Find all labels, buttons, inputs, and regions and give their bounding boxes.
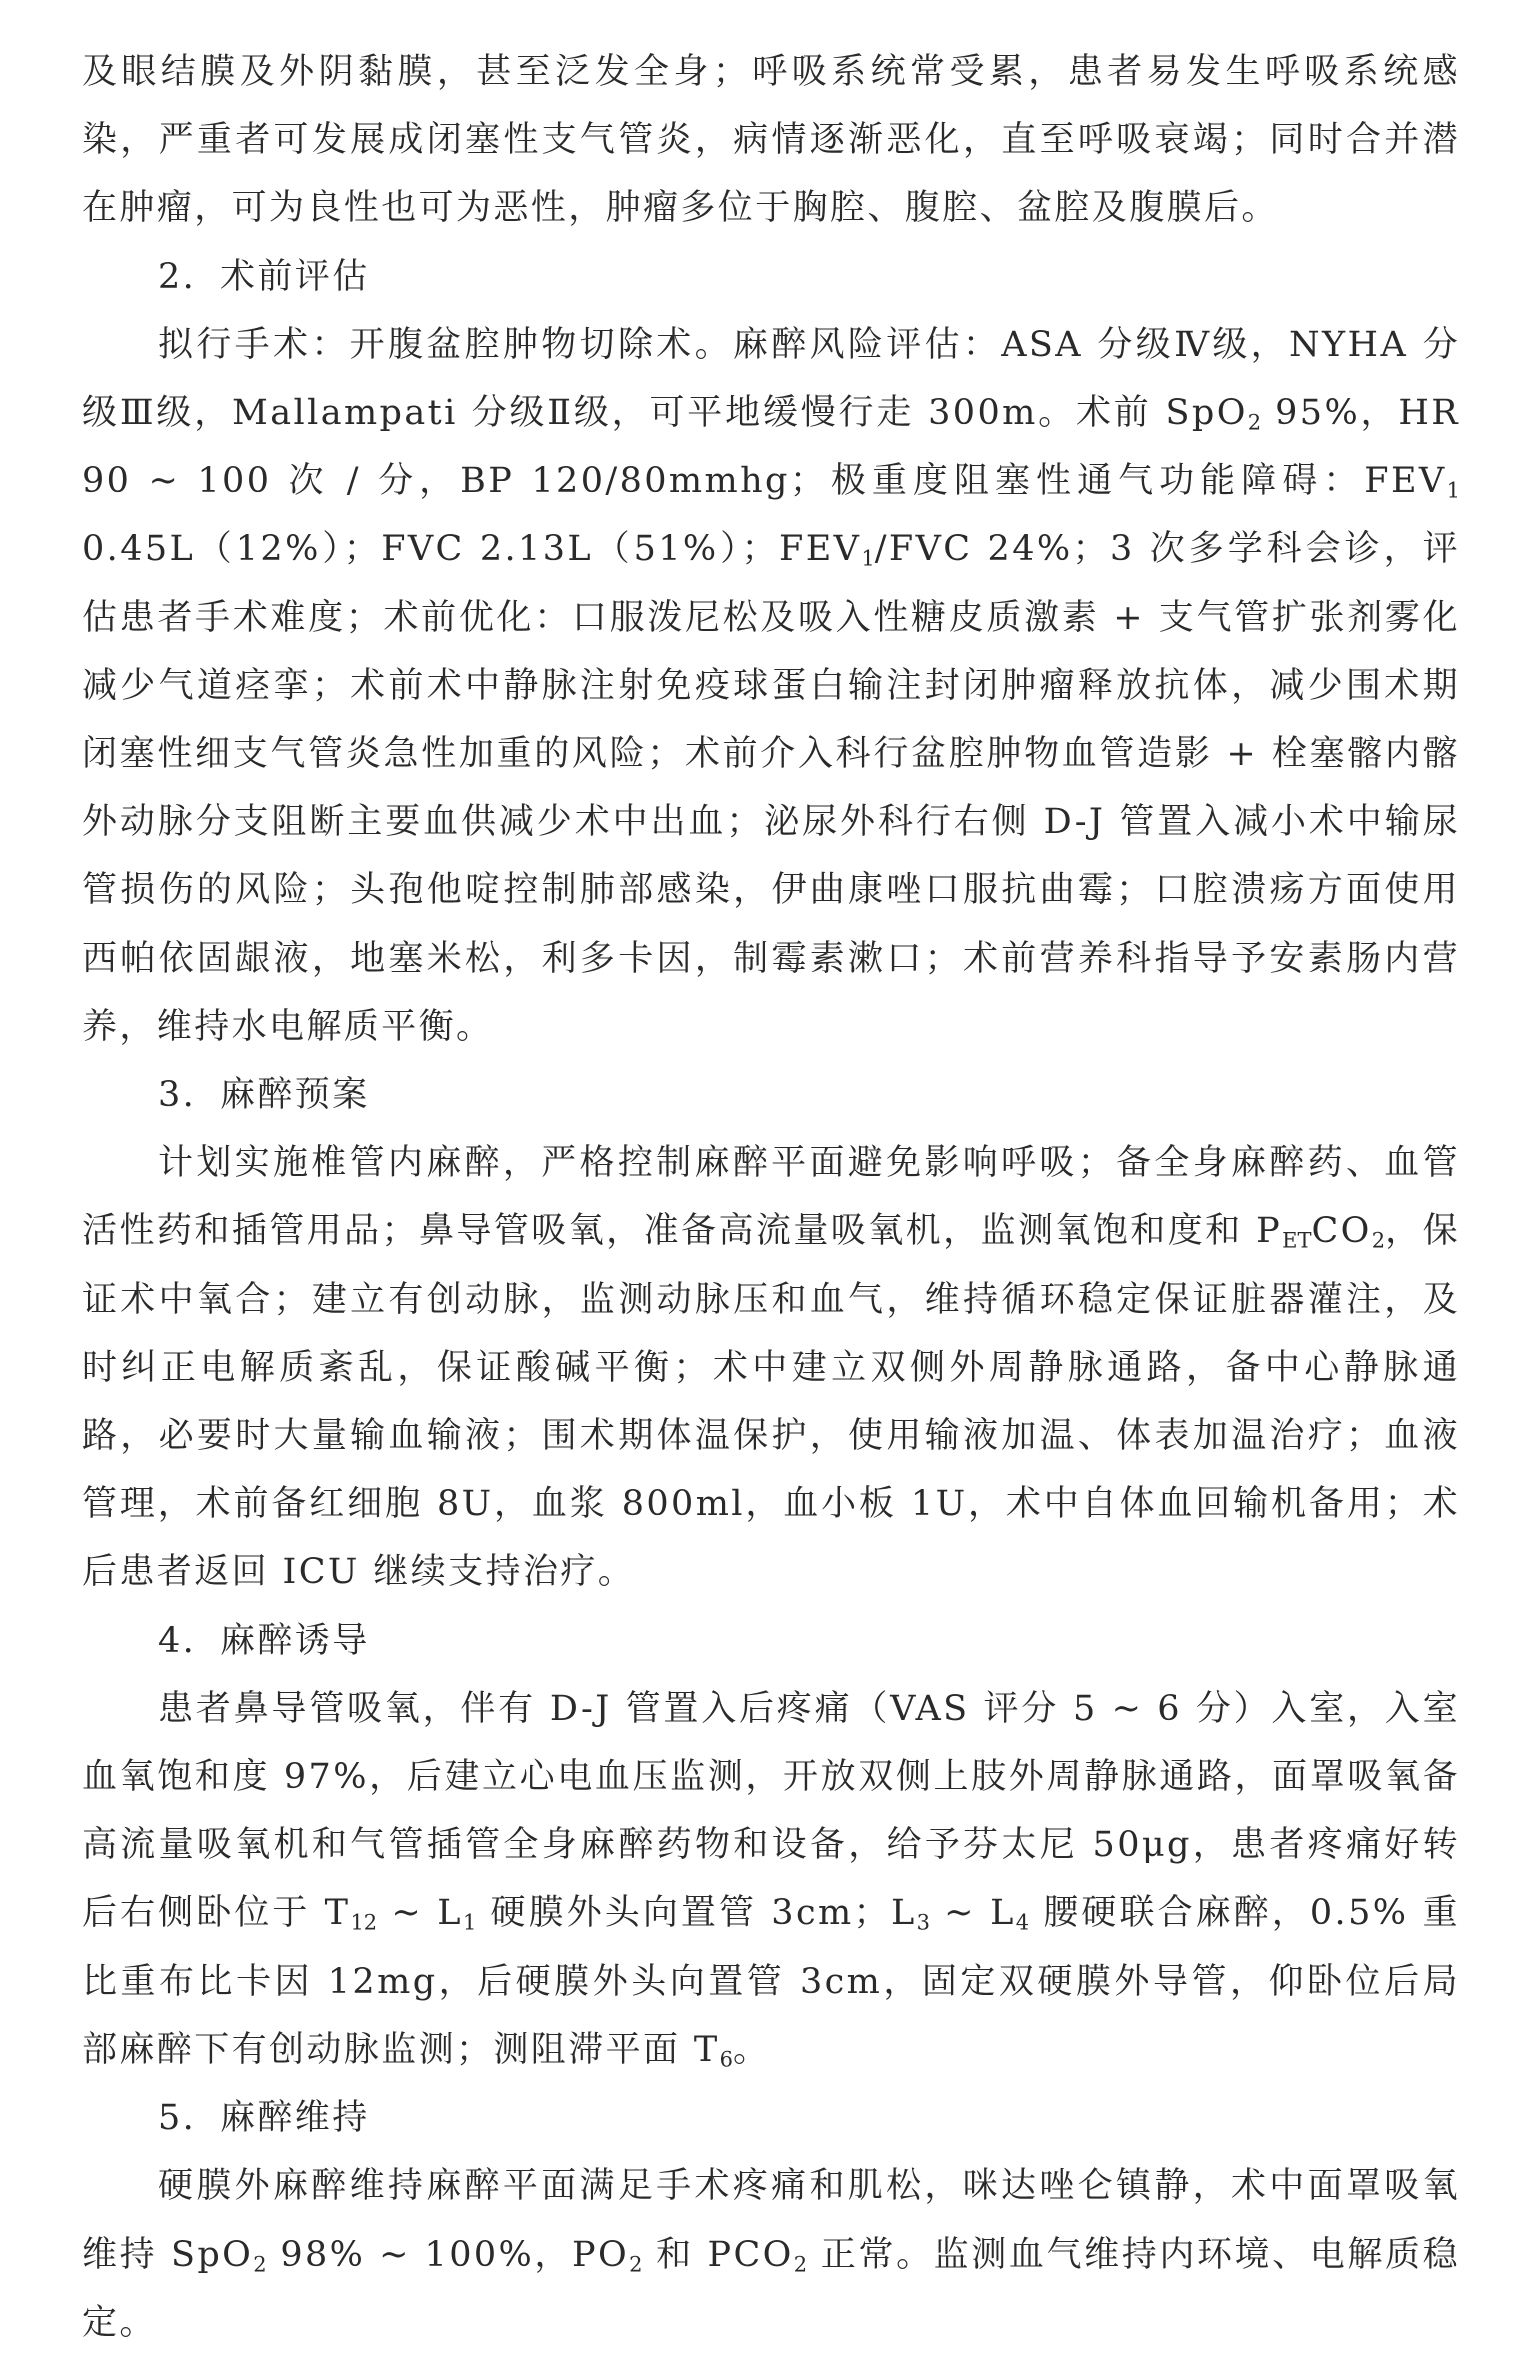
section-title: 麻醉预案	[220, 1075, 370, 1116]
section-heading-maintenance	[82, 2084, 1460, 2152]
paragraph-preop-assessment: 拟行手术：开腹盆腔肿物切除术。麻醉风险评估：ASA 分级Ⅳ级，NYHA 分级Ⅲ级，Mallampati 分级Ⅱ级，可平地缓慢行走 300m。术前 SpO$_2$ 95%，HR 90 ~ 100 次 / 分，BP 120/80mmhg；极重度阻塞性通气功能障碍：$FEV_1$ 0.45L（12%）；FVC 2.13L（51%）；$FEV_1$/FVC 24%；3 次多学科会诊，评估患者手术难度；术前优化：口服泼尼松及吸入性糖皮质激素 + 支气管扩张剂雾化减少气道痉挛；术前术中静脉注射免疫球蛋白输注封闭肿瘤释放抗体，减少围术期闭塞性细支气管炎急性加重的风险；术前介入科行盆腔肿物血管造影 + 栓塞髂内髂外动脉分支阻断主要血供减少术中出血；泌尿外科行右侧 D-J 管置入减小术中输尿管损伤的风险；头孢他啶控制肺部感染，伊曲康唑口服抗曲霉；口腔溃疡方面使用西帕依固龈液，地塞米松，利多卡因，制霉素漱口；术前营养科指导予安素肠内营养，维持水电解质平衡。	[82, 324, 1461, 1047]
section-number: 3.	[158, 1075, 197, 1116]
section-number: 5.	[158, 2098, 197, 2139]
paragraph-induction: 患者鼻导管吸氧，伴有 D-J 管置入后疼痛（VAS 评分 5 ~ 6 分）入室，入室血氧饱和度 97%，后建立心电血压监测，开放双侧上肢外周静脉通路，面罩吸氧备高流量吸氧机和气管插管全身麻醉药物和设备，给予芬太尼 50μg，患者疼痛好转后右侧卧位于 $T_{12}$ ~ $L_1$ 硬膜外头向置管 3cm；$L_3$ ~ $L_4$ 腰硬联合麻醉，0.5% 重比重布比卡因 12mg，后硬膜外头向置管 3cm，固定双硬膜外导管，仰卧位后局部麻醉下有创动脉监测；测阻滞平面 $T_6$。	[82, 1688, 1461, 2072]
section-heading-anesthesia-plan	[82, 1061, 1460, 1129]
paragraph-maintenance: 硬膜外麻醉维持麻醉平面满足手术疼痛和肌松，咪达唑仑镇静，术中面罩吸氧维持 SpO$_2$ 98% ~ 100%，$PO_2$ 和 $PCO_2$ 正常。监测血气维持内环境、电解质稳定。	[82, 2166, 1461, 2343]
section-title: 术前评估	[220, 256, 370, 297]
section-number: 4.	[158, 1620, 197, 1661]
section-heading-preop-assessment	[82, 243, 1460, 311]
paragraph-intro-continued: 及眼结膜及外阴黏膜，甚至泛发全身；呼吸系统常受累，患者易发生呼吸系统感染，严重者可发展成闭塞性支气管炎，病情逐渐恶化，直至呼吸衰竭；同时合并潜在肿瘤，可为良性也可为恶性，肿瘤多位于胸腔、腹腔、盆腔及腹膜后。	[82, 52, 1460, 229]
section-title: 麻醉维持	[220, 2098, 370, 2139]
paragraph-anesthesia-plan: 计划实施椎管内麻醉，严格控制麻醉平面避免影响呼吸；备全身麻醉药、血管活性药和插管用品；鼻导管吸氧，准备高流量吸氧机，监测氧饱和度和 $P_{ET}CO_2$，保证术中氧合；建立有创动脉，监测动脉压和血气，维持循环稳定保证脏器灌注，及时纠正电解质紊乱，保证酸碱平衡；术中建立双侧外周静脉通路，备中心静脉通路，必要时大量输血输液；围术期体温保护，使用输液加温、体表加温治疗；血液管理，术前备红细胞 8U，血浆 800ml，血小板 1U，术中自体血回输机备用；术后患者返回 ICU 继续支持治疗。	[82, 1143, 1460, 1593]
section-title: 麻醉诱导	[220, 1620, 370, 1661]
section-heading-induction	[82, 1607, 1460, 1675]
section-number: 2.	[158, 256, 197, 297]
document-page	[82, 38, 1460, 2357]
